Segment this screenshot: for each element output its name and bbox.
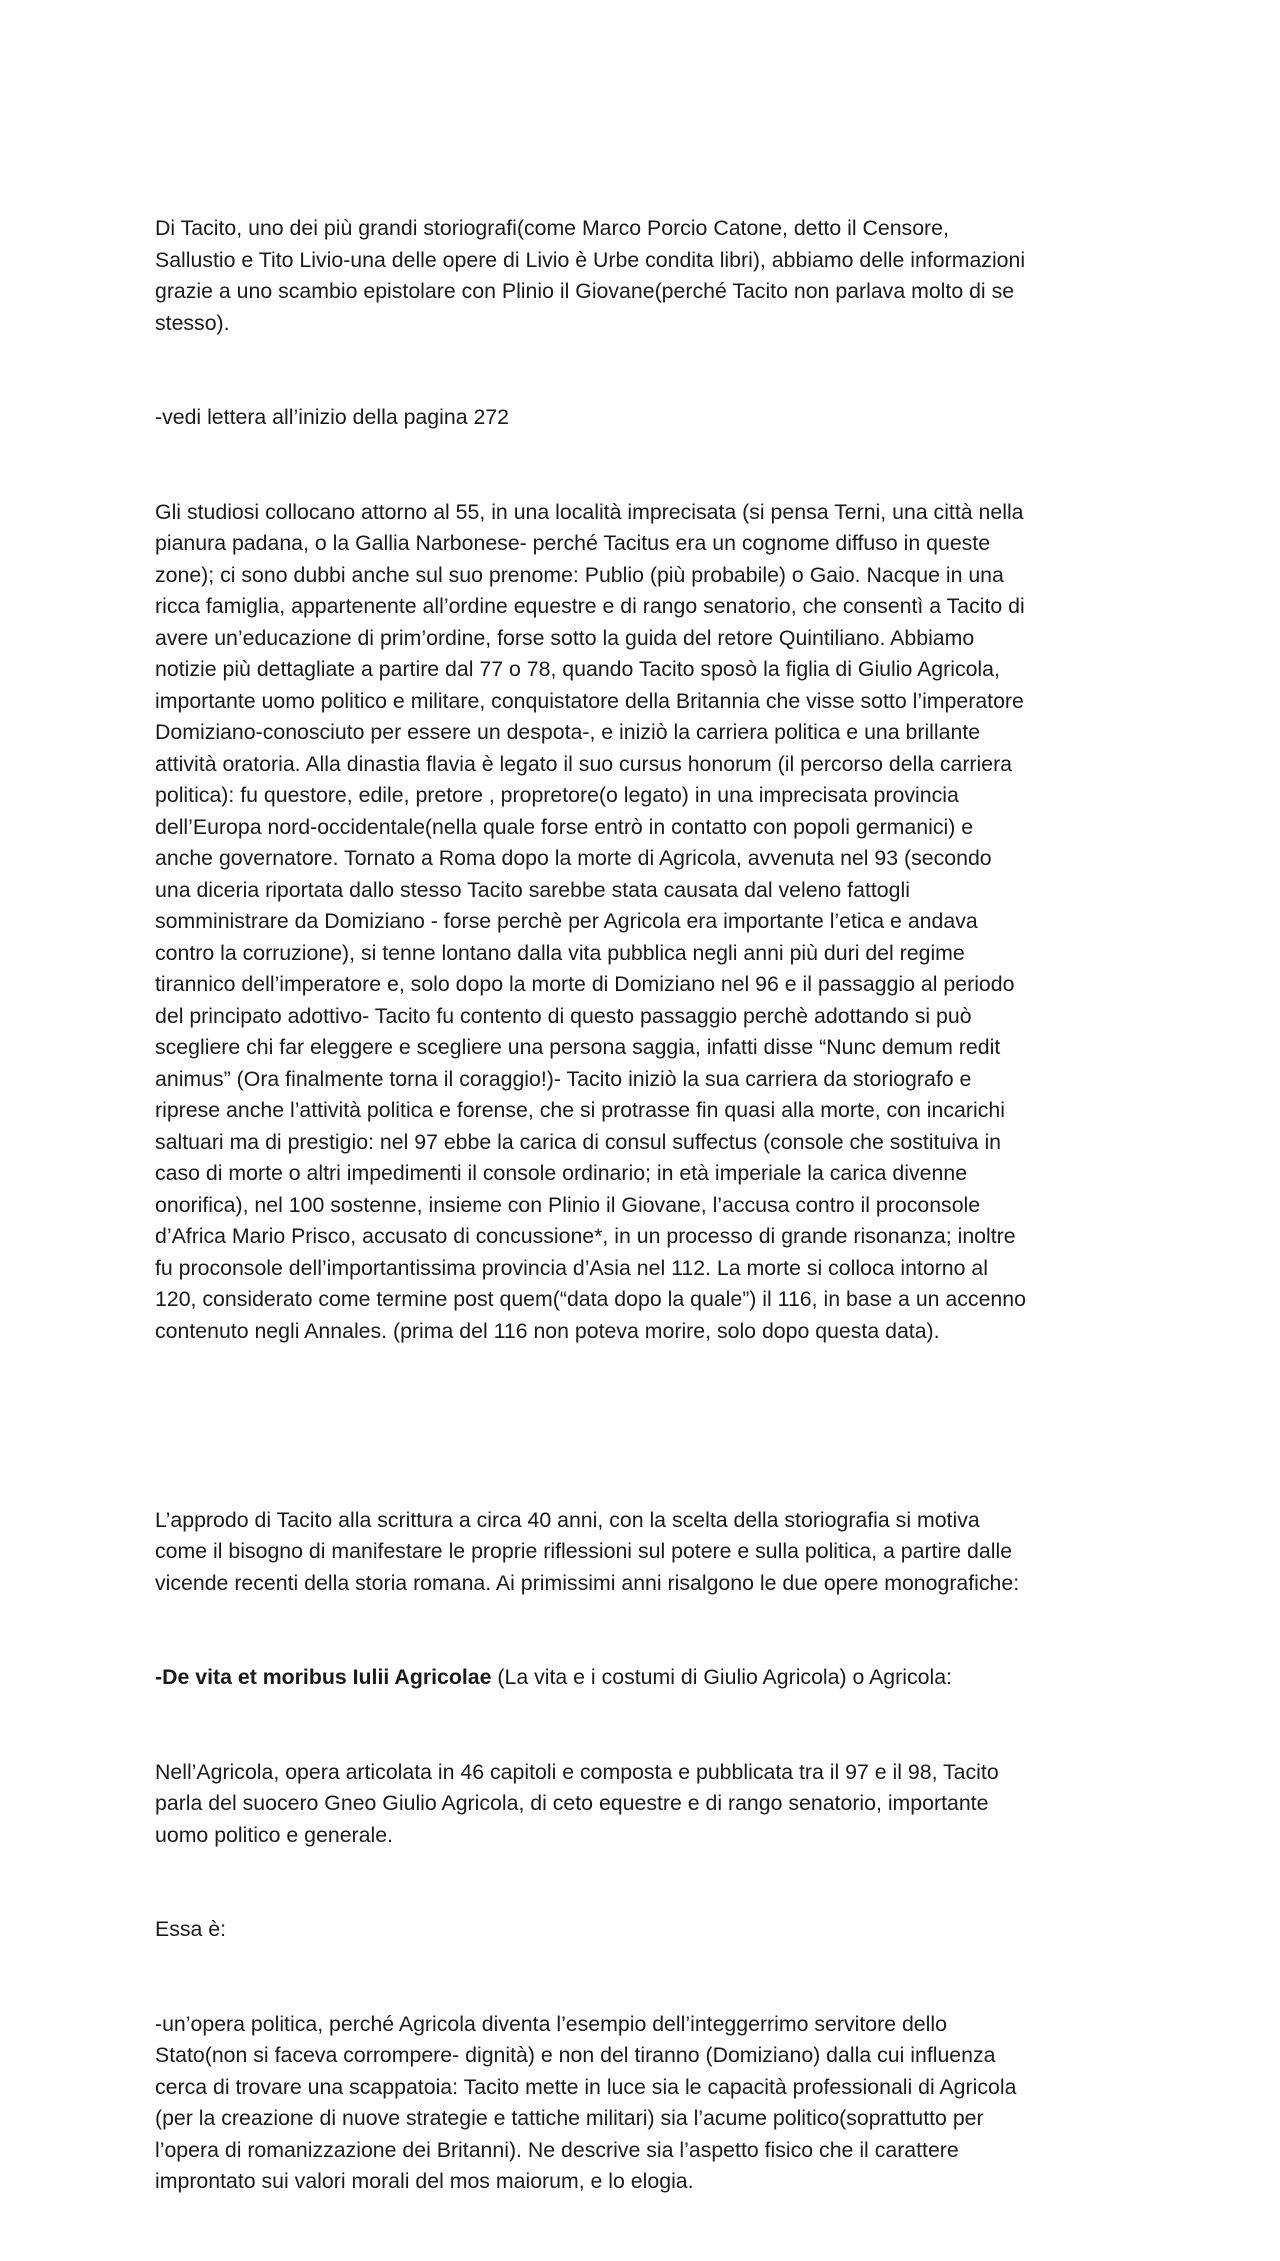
document-body [155,150,1135,2261]
paragraph-essa: Essa è: [155,1917,227,1941]
paragraph-reference: -vedi lettera all’inizio della pagina 272 [155,405,509,429]
paragraph-biography: Gli studiosi collocano attorno al 55, in una località imprecisata (si pensa Terni, una città nella pianura padana, o la Gallia Narbonese- perché Tacitus era un cognome diffuso in queste zone); ci sono dubbi anche sul suo prenome: Publio (più probabile) o Gaio. Nacque in una ricca famiglia, appartenente all’ordine equestre e di rango senatorio, che consentì a Tacito di avere un’educazione di prim’ordine, forse sotto la guida del retore Quintiliano. Abbiamo notizie più dettagliate a partire dal 77 o 78, quando Tacito sposò la figlia di Giulio Agricola, importante uomo politico e militare, conquistatore della Britannia che visse sotto l’imperatore Domiziano-conosciuto per essere un despota-, e iniziò la carriera politica e una brillante attività oratoria. Alla dinastia flavia è legato il suo cursus honorum (il percorso della carriera politica): fu questore, edile, pretore , propretore(o legato) in una imprecisata provincia dell’Europa nord-occidentale(nella quale forse entrò in contatto con popoli germanici) e anche governatore. Tornato a Roma dopo la morte di Agricola, avvenuta nel 93 (secondo una diceria riportata dallo stesso Tacito sarebbe stata causata dal veleno fattogli somministrare da Domiziano - forse perchè per Agricola era importante l’etica e andava contro la corruzione), si tenne lontano dalla vita pubblica negli anni più duri del regime tirannico dell’imperatore e, solo dopo la morte di Domiziano nel 96 e il passaggio al periodo del principato adottivo- Tacito fu contento di questo passaggio perchè adottando si può scegliere chi far eleggere e scegliere una persona saggia, infatti disse “Nunc demum redit animus” (Ora finalmente torna il coraggio!)- Tacito iniziò la sua carriera da storiografo e riprese anche l’attività politica e forense, che si protrasse fin quasi alla morte, con incarichi saltuari ma di prestigio: nel 97 ebbe la carica di consul suffectus (console che sostituiva in caso di morte o altri impedimenti il console ordinario; in età imperiale la carica divenne onorifica), nel 100 sostenne, insieme con Plinio il Giovane, l’accusa contro il proconsole d’Africa Mario Prisco, accusato di concussione*, in un processo di grande risonanza; inoltre fu proconsole dell’importantissima provincia d’Asia nel 112. La morte si colloca intorno al 120, considerato come termine post quem(“data dopo la quale”) il 116, in base a un accenno contenuto negli Annales. (prima del 116 non poteva morire, solo dopo questa data). [155,499,1026,1343]
paragraph-spacer [155,1410,1135,1442]
agricola-heading-line [155,1662,1135,1694]
paragraph-political-work: -un’opera politica, perché Agricola diventa l’esempio dell’integgerrimo servitore dello Stato(non si faceva corrompere- dignità) e non del tiranno (Domiziano) dalla cui influenza cerca di trovare una scappatoia: Tacito mette in luce sia le capacità professionali di Agricola (per la creazione di nuove strategie e tattiche militari) sia l’acume politico(soprattutto per l’opera di romanizzazione dei Britanni). Ne descrive sia l’aspetto fisico che il carattere improntato sui valori morali del mos maiorum, e lo elogia. [155,2011,1017,2193]
agricola-intro: (La vita e i costumi di Giulio Agricola) o Agricola: [491,1665,952,1689]
paragraph-agricola-description: Nell’Agricola, opera articolata in 46 capitoli e composta e pubblicata tra il 97 e il 98, Tacito parla del suocero Gneo Giulio Agricola, di ceto equestre e di rango senatorio, importante uomo politico e generale. [155,1759,999,1847]
agricola-title: -De vita et moribus Iulii Agricolae [155,1665,492,1689]
paragraph-writing-approach: L’approdo di Tacito alla scrittura a circa 40 anni, con la scelta della storiografia si motiva come il bisogno di manifestare le proprie riflessioni sul potere e sulla politica, a partire dalle vicende recenti della storia romana. Ai primissimi anni risalgono le due opere monografiche: [155,1507,1020,1595]
paragraph-intro: Di Tacito, uno dei più grandi storiografi(come Marco Porcio Catone, detto il Censore, Sallustio e Tito Livio-una delle opere di Livio è Urbe condita libri), abbiamo delle informazioni grazie a uno scambio epistolare con Plinio il Giovane(perché Tacito non parlava molto di se stesso). [155,216,1026,335]
